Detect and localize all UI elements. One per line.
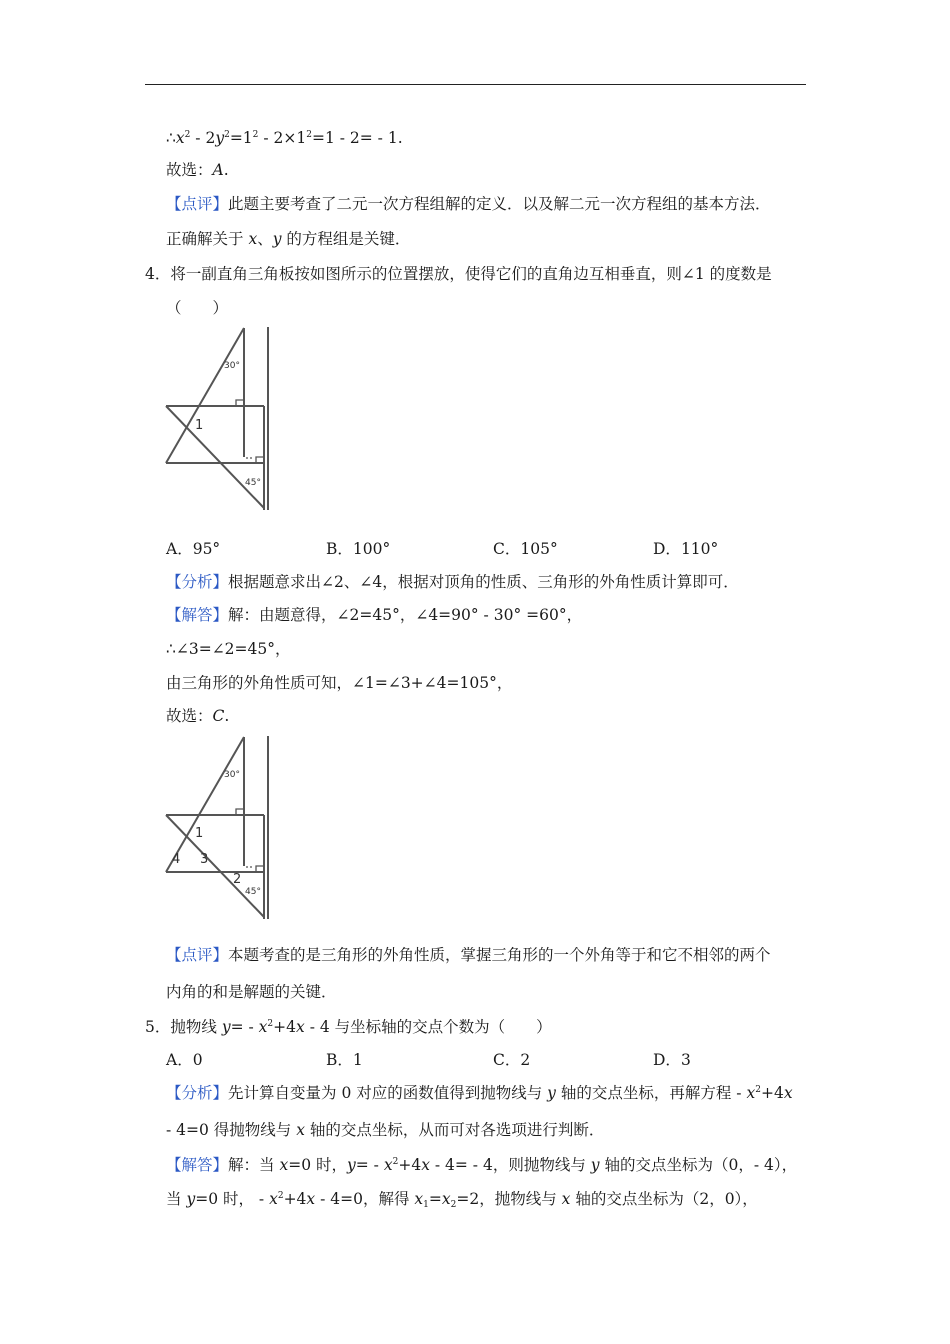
q4-solution-line2: ∴∠3=∠2=45°， bbox=[166, 640, 291, 658]
q4-option-d[interactable]: D．110° bbox=[653, 540, 719, 558]
prev-comment-line1: 【点评】此题主要考查了二元一次方程组解的定义．以及解二元一次方程组的基本方法． bbox=[166, 195, 771, 213]
q4-figure bbox=[160, 322, 275, 514]
comment-tag: 【点评】 bbox=[166, 946, 229, 964]
q5-option-b[interactable]: B．1 bbox=[326, 1051, 363, 1069]
fig2-label-1: 1 bbox=[195, 826, 204, 841]
q5-solution-line2: 当 y=0 时， - $x^2+4x - 4=0$，解得 $x_1=x_2=2$，抛物线与 x 轴的交点坐标为（2，0）， bbox=[166, 1190, 758, 1210]
comment-tag: 【点评】 bbox=[166, 195, 229, 213]
analysis-tag: 【分析】 bbox=[166, 1084, 229, 1102]
q5-option-d[interactable]: D．3 bbox=[653, 1051, 691, 1069]
fig1-label-1: 1 bbox=[195, 418, 204, 433]
solution-tag: 【解答】 bbox=[166, 606, 229, 624]
q4-analysis: 【分析】根据题意求出∠2、∠4，根据对顶角的性质、三角形的外角性质计算即可． bbox=[166, 573, 739, 591]
q4-stem-line1: 4．将一副直角三角板按如图所示的位置摆放，使得它们的直角边互相垂直，则∠1 的度数是 bbox=[145, 265, 772, 283]
analysis-tag: 【分析】 bbox=[166, 573, 229, 591]
header-rule bbox=[145, 84, 806, 85]
prev-comment-line2: 正确解关于 x、y 的方程组是关键． bbox=[166, 230, 411, 248]
q5-option-a[interactable]: A．0 bbox=[166, 1051, 203, 1069]
q4-choice: 故选：C. bbox=[166, 707, 230, 725]
q4-comment-line1: 【点评】本题考查的是三角形的外角性质，掌握三角形的一个外角等于和它不相邻的两个 bbox=[166, 946, 771, 964]
fig2-crossing-diagonal bbox=[166, 815, 264, 917]
fig2-label-30: 30° bbox=[224, 770, 240, 780]
q5-stem: 5．抛物线 $y= - x^2+4x - 4$ 与坐标轴的交点个数为（ ） bbox=[145, 1018, 552, 1036]
q4-comment-line2: 内角的和是解题的关键． bbox=[166, 983, 337, 1001]
q4-solution-figure bbox=[160, 731, 275, 923]
q5-option-c[interactable]: C．2 bbox=[493, 1051, 531, 1069]
equation-line: $\therefore x^2 - 2y^2=1^2 - 2\times 1^2=1 - 2= - 1$. bbox=[166, 129, 403, 147]
fig1-long-diagonal bbox=[166, 328, 244, 463]
q4-solution-line1: 【解答】解：由题意得，∠2=45°，∠4=90° - 30° =60°， bbox=[166, 606, 583, 624]
q4-option-b[interactable]: B．100° bbox=[326, 540, 391, 558]
q4-number: 4． bbox=[145, 265, 171, 283]
fig1-label-45: 45° bbox=[245, 478, 261, 488]
q5-analysis-line2: - 4=0 得抛物线与 x 轴的交点坐标，从而可对各选项进行判断． bbox=[166, 1121, 605, 1139]
solution-tag: 【解答】 bbox=[166, 1156, 229, 1174]
q4-solution-line3: 由三角形的外角性质可知，∠1=∠3+∠4=105°， bbox=[166, 674, 513, 692]
fig2-label-4: 4 bbox=[172, 852, 181, 867]
q5-analysis-line1: 【分析】先计算自变量为 0 对应的函数值得到抛物线与 y 轴的交点坐标，再解方程 - $x^2+4x$ bbox=[166, 1084, 793, 1102]
q5-solution-line1: 【解答】解：当 x=0 时，$y= - x^2+4x - 4= - 4$，则抛物线与 y 轴的交点坐标为（0，- 4）， bbox=[166, 1156, 798, 1174]
fig2-label-2: 2 bbox=[233, 872, 242, 887]
q4-option-a[interactable]: A．95° bbox=[166, 540, 221, 558]
fig1-label-30: 30° bbox=[224, 361, 240, 371]
q5-number: 5． bbox=[145, 1018, 171, 1036]
q4-stem-line2: （ ） bbox=[166, 299, 229, 317]
prev-choice: 故选：A. bbox=[166, 161, 229, 179]
q4-option-c[interactable]: C．105° bbox=[493, 540, 558, 558]
fig2-label-3: 3 bbox=[200, 852, 209, 867]
fig2-label-45: 45° bbox=[245, 887, 261, 897]
fig1-crossing-diagonal bbox=[166, 406, 264, 508]
